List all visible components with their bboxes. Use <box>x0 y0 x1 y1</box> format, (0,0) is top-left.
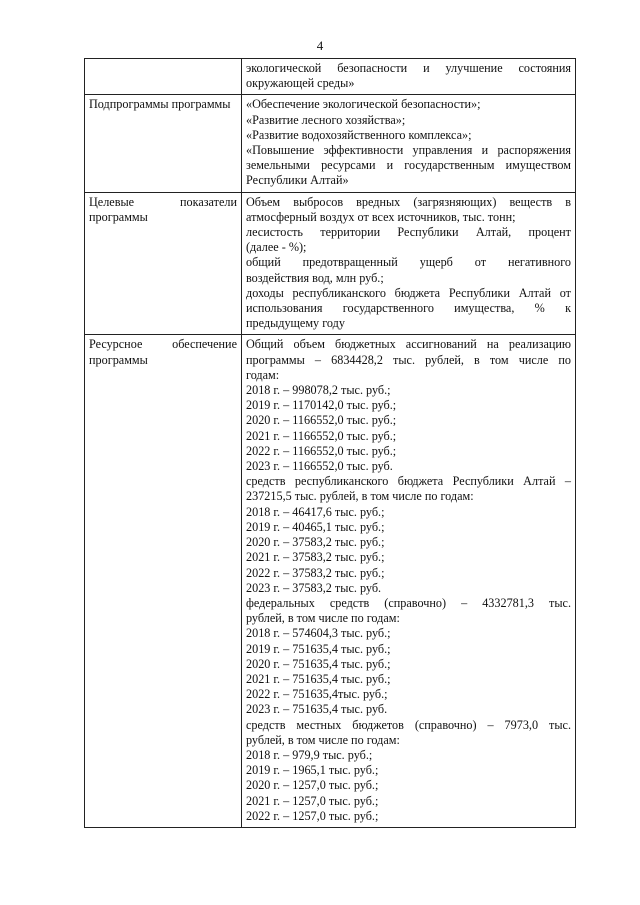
value-line: использования государственного имущества, % к <box>246 301 571 316</box>
row-label: Целевые показатели программы <box>85 192 242 335</box>
row-continuation <box>85 59 576 95</box>
value-line: «Обеспечение экологической безопасности»; <box>246 97 481 112</box>
value-line: 2023 г. – 751635,4 тыс. руб. <box>246 702 388 717</box>
value-line: земельными ресурсами и государственным имуществом <box>246 158 571 173</box>
value-line: 2023 г. – 1166552,0 тыс. руб. <box>246 459 393 474</box>
value-line: 2022 г. – 1166552,0 тыс. руб.; <box>246 443 397 458</box>
row-label: Подпрограммы программы <box>85 95 242 192</box>
value-line: доходы республиканского бюджета Республики Алтай от <box>246 285 571 300</box>
value-line: средств республиканского бюджета Республики Алтай – <box>246 474 571 489</box>
value-line: 2018 г. – 998078,2 тыс. руб.; <box>246 383 391 398</box>
value-line: атмосферный воздух от всех источников, тыс. тонн; <box>246 209 516 224</box>
row-resource-provision <box>85 335 576 828</box>
value-line: 2020 г. – 1257,0 тыс. руб.; <box>246 778 379 793</box>
row-value <box>242 59 576 95</box>
value-line: 2020 г. – 37583,2 тыс. руб.; <box>246 535 385 550</box>
row-subprograms <box>85 95 576 192</box>
value-line: «Повышение эффективности управления и распоряжения <box>246 143 571 158</box>
value-line: 2022 г. – 1257,0 тыс. руб.; <box>246 808 379 823</box>
value-line: 2018 г. – 46417,6 тыс. руб.; <box>246 504 385 519</box>
value-line: 2018 г. – 979,9 тыс. руб.; <box>246 747 373 762</box>
value-line: 2019 г. – 1170142,0 тыс. руб.; <box>246 398 397 413</box>
value-line: федеральных средств (справочно) – 4332781,3 тыс. <box>246 595 571 610</box>
value-line: воздействия вод, млн руб.; <box>246 270 384 285</box>
value-line: «Развитие водохозяйственного комплекса»; <box>246 127 472 142</box>
value-line: 2020 г. – 751635,4 тыс. руб.; <box>246 656 391 671</box>
value-line: экологической безопасности и улучшение состояния <box>246 61 571 75</box>
value-line: предыдущему году <box>246 316 345 331</box>
value-line: 2021 г. – 751635,4 тыс. руб.; <box>246 671 391 686</box>
value-line: рублей, в том числе по годам: <box>246 611 400 626</box>
value-line: Объем выбросов вредных (загрязняющих) веществ в <box>246 194 571 209</box>
value-line: годам: <box>246 367 280 382</box>
value-line: «Развитие лесного хозяйства»; <box>246 112 406 127</box>
value-line: лесистость территории Республики Алтай, процент <box>246 225 571 240</box>
row-value <box>242 335 576 828</box>
value-line: программы – 6834428,2 тыс. рублей, в том числе по <box>246 352 571 367</box>
value-line: 2021 г. – 37583,2 тыс. руб.; <box>246 550 385 565</box>
value-line: 2021 г. – 1257,0 тыс. руб.; <box>246 793 379 808</box>
value-line: 237215,5 тыс. рублей, в том числе по годам: <box>246 489 474 504</box>
row-value <box>242 192 576 335</box>
row-target-indicators <box>85 192 576 335</box>
table-body <box>85 59 576 828</box>
value-line: окружающей среды» <box>246 76 355 91</box>
row-value <box>242 95 576 192</box>
value-line: 2018 г. – 574604,3 тыс. руб.; <box>246 626 391 641</box>
value-line: 2022 г. – 37583,2 тыс. руб.; <box>246 565 385 580</box>
value-line: Общий объем бюджетных ассигнований на реализацию <box>246 337 571 352</box>
value-line: 2020 г. – 1166552,0 тыс. руб.; <box>246 413 397 428</box>
value-line: 2019 г. – 751635,4 тыс. руб.; <box>246 641 391 656</box>
page-number: 4 <box>316 38 324 53</box>
program-passport-table <box>84 58 576 828</box>
value-line: средств местных бюджетов (справочно) – 7973,0 тыс. <box>246 717 571 732</box>
value-line: (далее - %); <box>246 240 307 255</box>
value-line: рублей, в том числе по годам: <box>246 732 400 747</box>
value-line: 2023 г. – 37583,2 тыс. руб. <box>246 580 382 595</box>
value-line: 2019 г. – 1965,1 тыс. руб.; <box>246 763 379 778</box>
row-label: Ресурсное обеспечение программы <box>85 335 242 828</box>
value-line: общий предотвращенный ущерб от негативного <box>246 255 571 270</box>
value-line: 2021 г. – 1166552,0 тыс. руб.; <box>246 428 397 443</box>
row-label <box>85 59 242 95</box>
value-line: 2022 г. – 751635,4тыс. руб.; <box>246 687 388 702</box>
value-line: Республики Алтай» <box>246 173 349 188</box>
value-line: 2019 г. – 40465,1 тыс. руб.; <box>246 519 385 534</box>
